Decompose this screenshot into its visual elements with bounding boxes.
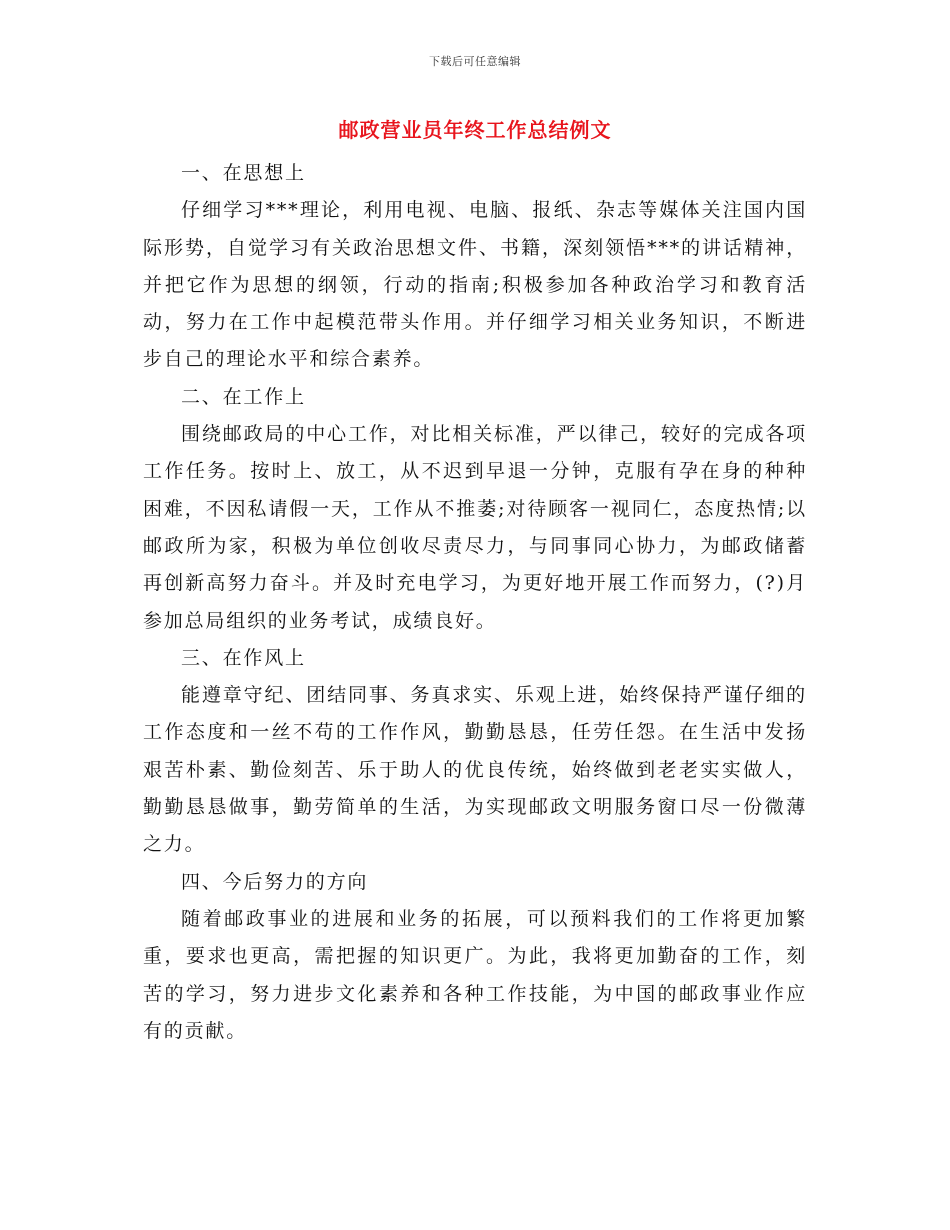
section-heading: 一、在思想上	[181, 162, 306, 184]
document-title: 邮政营业员年终工作总结例文	[338, 118, 612, 142]
section-heading: 二、在工作上	[181, 385, 306, 408]
section-heading: 三、在作风上	[181, 646, 306, 669]
section-paragraph: 围绕邮政局的中心工作，对比相关标准，严以律己，较好的完成各项工作任务。按时上、放工，从不迟到早退一分钟，克服有孕在身的种种困难，不因私请假一天，工作从不推萎;对待顾客一视同仁，态度热情;以邮政所为家，积极为单位创收尽责尽力，与同事同心协力，为邮政储蓄再创新高努力奋斗。并及时充电学习，为更好地开展工作而努力，(?)月参加总局组织的业务考试，成绩良好。	[143, 423, 807, 632]
section-paragraph: 能遵章守纪、团结同事、务真求实、乐观上进，始终保持严谨仔细的工作态度和一丝不苟的工作作风，勤勤恳恳，任劳任怨。在生活中发扬艰苦朴素、勤俭刻苦、乐于助人的优良传统，始终做到老老实实做人，勤勤恳恳做事，勤劳简单的生活，为实现邮政文明服务窗口尽一份微薄之力。	[143, 684, 807, 856]
section-heading: 四、今后努力的方向	[181, 870, 369, 893]
section-paragraph: 仔细学习***理论，利用电视、电脑、报纸、杂志等媒体关注国内国际形势，自觉学习有关政治思想文件、书籍，深刻领悟***的讲话精神，并把它作为思想的纲领，行动的指南;积极参加各种政治学习和教育活动，努力在工作中起模范带头作用。并仔细学习相关业务知识，不断进步自己的理论水平和综合素养。	[143, 199, 807, 371]
section-paragraph: 随着邮政事业的进展和业务的拓展，可以预料我们的工作将更加繁重，要求也更高，需把握的知识更广。为此，我将更加勤奋的工作，刻苦的学习，努力进步文化素养和各种工作技能，为中国的邮政事业作应有的贡献。	[143, 907, 807, 1042]
document-body	[143, 155, 807, 1050]
header-note: 下载后可任意编辑	[429, 55, 521, 68]
